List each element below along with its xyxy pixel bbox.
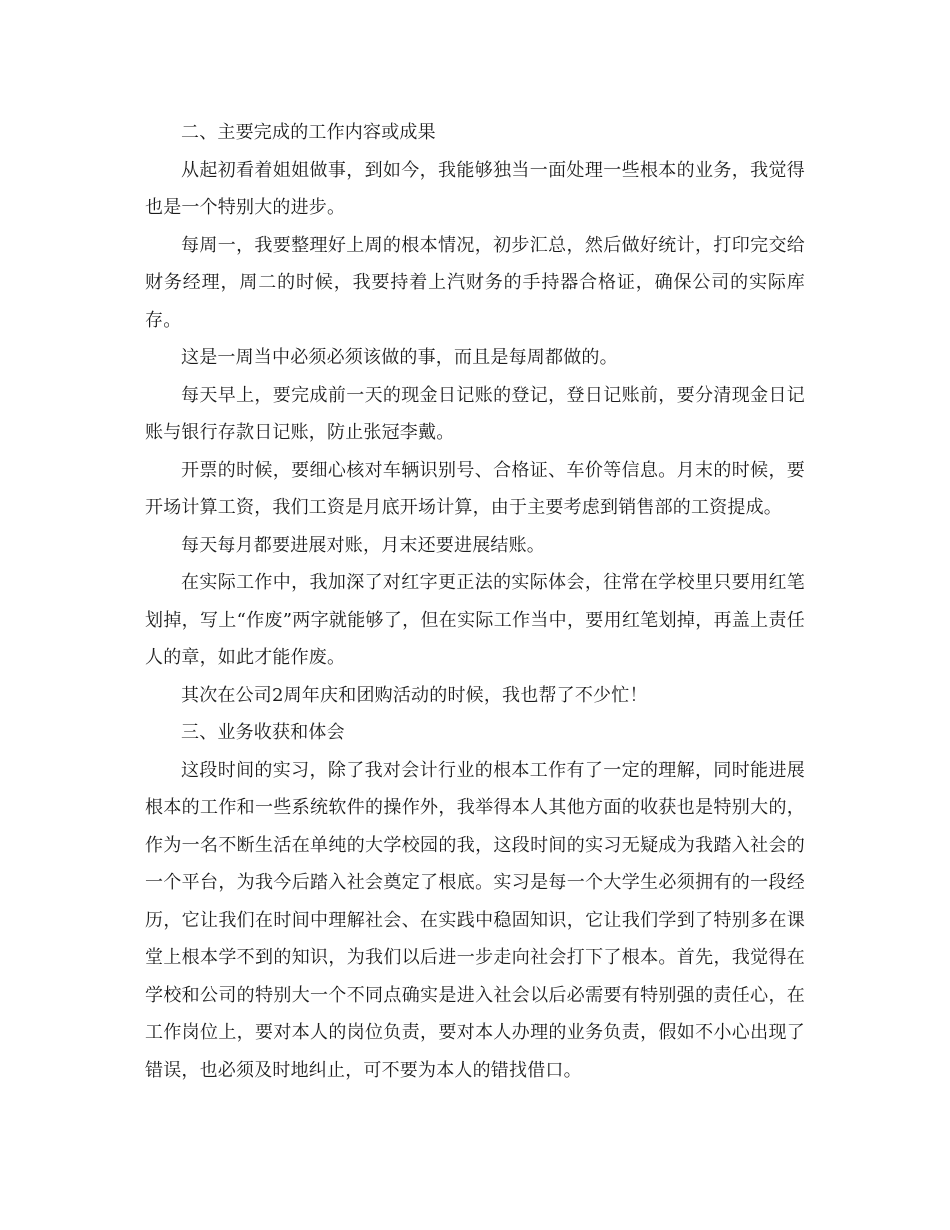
- document-body: [145, 114, 805, 1089]
- paragraph-red-correction: 在实际工作中，我加深了对红字更正法的实际体会，往常在学校里只要用红笔划掉，写上“作废”两字就能够了，但在实际工作当中，要用红笔划掉，再盖上责任人的章，如此才能作废。: [145, 572, 805, 668]
- paragraph-internship-reflection: 这段时间的实习，除了我对会计行业的根本工作有了一定的理解，同时能进展根本的工作和一些系统软件的操作外，我举得本人其他方面的收获也是特别大的，作为一名不断生活在单纯的大学校园的我，这段时间的实习无疑成为我踏入社会的一个平台，为我今后踏入社会奠定了根底。实习是每一个大学生必须拥有的一段经历，它让我们在时间中理解社会、在实践中稳固知识，它让我们学到了特别多在课堂上根本学不到的知识，为我们以后进一步走向社会打下了根本。首先，我觉得在学校和公司的特别大一个不同点确实是进入社会以后必需要有特别强的责任心，在工作岗位上，要对本人的岗位负责，要对本人办理的业务负责，假如不小心出现了错误，也必须及时地纠止，可不要为本人的错找借口。: [145, 759, 805, 1081]
- section-heading-gains: 三、业务收获和体会: [181, 722, 345, 743]
- paragraph-anniversary: 其次在公司2周年庆和团购活动的时候，我也帮了不少忙！: [181, 684, 648, 706]
- paragraph-daily-journal: 每天早上，要完成前一天的现金日记账的登记，登日记账前，要分清现金日记账与银行存款日记账，防止张冠李戴。: [145, 384, 805, 443]
- paragraph-reconciliation: 每天每月都要进展对账，月末还要进展结账。: [181, 534, 545, 556]
- paragraph-progress: 从起初看着姐姐做事，到如今，我能够独当一面处理一些根本的业务，我觉得也是一个特别大的进步。: [145, 159, 805, 218]
- paragraph-invoicing: 开票的时候，要细心核对车辆识别号、合格证、车价等信息。月末的时候，要开场计算工资，我们工资是月底开场计算，由于主要考虑到销售部的工资提成。: [145, 459, 805, 518]
- section-heading-main-work: 二、主要完成的工作内容或成果: [181, 122, 436, 143]
- paragraph-weekly-tasks: 每周一，我要整理好上周的根本情况，初步汇总，然后做好统计，打印完交给财务经理，周二的时候，我要持着上汽财务的手持器合格证，确保公司的实际库存。: [145, 234, 805, 331]
- paragraph-weekly-routine: 这是一周当中必须必须该做的事，而且是每周都做的。: [181, 347, 618, 368]
